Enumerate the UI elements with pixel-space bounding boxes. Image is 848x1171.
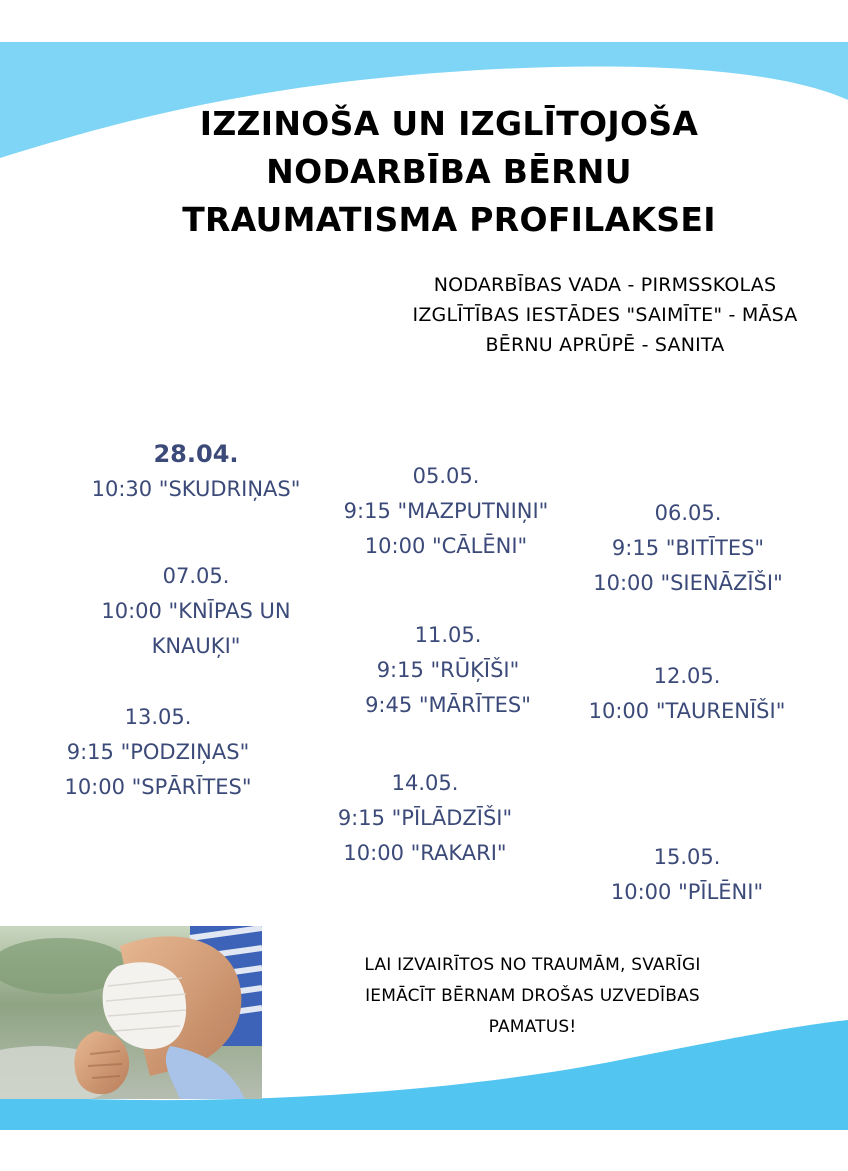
schedule-session: KNAUĶI": [151, 634, 241, 658]
schedule-session: 10:00 "RAKARI": [343, 841, 507, 865]
child-bandaged-elbow-photo: [0, 926, 262, 1099]
schedule-session: 10:00 "PĪLĒNI": [610, 880, 764, 904]
page-title: [0, 100, 848, 244]
schedule-date: 11.05.: [414, 623, 482, 647]
schedule-session: 9:15 "PĪLĀDZĪŠI": [337, 806, 513, 830]
schedule-block-07-05: [76, 559, 316, 664]
schedule-session: 9:45 "MĀRĪTES": [365, 693, 531, 717]
schedule-session: 10:30 "SKUDRIŅAS": [91, 477, 301, 501]
schedule-session: 9:15 "MAZPUTNIŅI": [343, 499, 549, 523]
safety-note: [305, 950, 760, 1043]
schedule-session: 10:00 "CĀLĒNI": [364, 534, 528, 558]
title-line-3: TRAUMATISMA PROFILAKSEI: [182, 200, 716, 239]
title-line-1: IZZINOŠA UN IZGLĪTOJOŠA: [199, 104, 699, 143]
schedule-session: 10:00 "TAURENĪŠI": [588, 699, 786, 723]
leader-line-1: NODARBĪBAS VADA - PIRMSSKOLAS: [433, 274, 777, 296]
schedule-session: 10:00 "KNĪPAS UN: [101, 599, 291, 623]
schedule-block-15-05: [567, 840, 807, 910]
schedule-block-13-05: [38, 700, 278, 805]
schedule-date: 28.04.: [153, 440, 239, 468]
schedule-session: 10:00 "SIENĀZĪŠI": [593, 571, 783, 595]
schedule-date: 06.05.: [654, 501, 722, 525]
schedule-block-05-05: [326, 459, 566, 564]
schedule-date: 12.05.: [653, 664, 721, 688]
schedule-session: 9:15 "PODZIŅAS": [66, 740, 250, 764]
leader-line-2: IZGLĪTĪBAS IESTĀDES "SAIMĪTE" - MĀSA: [412, 304, 798, 326]
leader-line-3: BĒRNU APRŪPĒ - SANITA: [485, 334, 725, 356]
schedule-date: 07.05.: [162, 564, 230, 588]
leader-info: [390, 270, 820, 360]
schedule-date: 14.05.: [391, 771, 459, 795]
schedule-date: 05.05.: [412, 464, 480, 488]
schedule-session: 9:15 "RŪĶĪŠI": [376, 658, 520, 682]
note-line-1: LAI IZVAIRĪTOS NO TRAUMĀM, SVARĪGI: [364, 955, 701, 975]
schedule-block-14-05: [305, 766, 545, 871]
schedule-block-06-05: [568, 496, 808, 601]
schedule-block-11-05: [328, 618, 568, 723]
schedule-session: 10:00 "SPĀRĪTES": [64, 775, 252, 799]
schedule-block-12-05: [567, 659, 807, 729]
schedule-date: 15.05.: [653, 845, 721, 869]
note-line-2: IEMĀCĪT BĒRNAM DROŠAS UZVEDĪBAS: [365, 986, 700, 1006]
schedule-session: 9:15 "BITĪTES": [611, 536, 765, 560]
note-line-3: PAMATUS!: [488, 1017, 577, 1037]
title-line-2: NODARBĪBA BĒRNU: [266, 152, 632, 191]
schedule-date: 13.05.: [124, 705, 192, 729]
schedule-block-28-04: [76, 437, 316, 507]
